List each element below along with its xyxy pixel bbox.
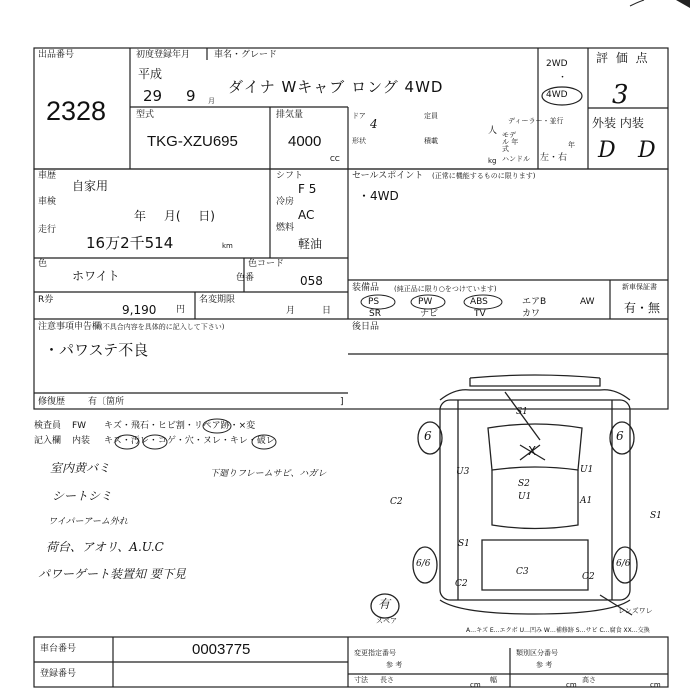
- diag-spare-mark: 有: [378, 597, 391, 611]
- color-code-label: 色コード: [248, 259, 285, 269]
- diag-s2: S2: [518, 479, 530, 489]
- int-grade: D: [638, 138, 656, 163]
- diag-c2-bottom: C2: [455, 579, 468, 589]
- model-year-label: モデル 年式: [502, 131, 519, 153]
- year-unit: 年: [568, 141, 575, 149]
- repair-value: 有〔箇所: [88, 397, 125, 407]
- reg-date-label: 初度登録年月: [136, 50, 191, 60]
- interior-label: 内装: [72, 436, 91, 446]
- handle-label: ハンドル: [502, 155, 530, 163]
- spec-label: 寸法: [354, 676, 368, 684]
- capacity-label: 定員: [424, 112, 438, 120]
- model-code: TKG-XZU695: [147, 133, 238, 150]
- warranty-label: 新車保証書: [622, 283, 657, 291]
- equip-leather: カワ: [522, 309, 541, 319]
- color-value: ホワイト: [72, 269, 120, 283]
- registration-limit-label: 名変期限: [199, 295, 236, 305]
- diag-tire-rl: 6/6: [416, 559, 431, 569]
- displacement-label: 排気量: [276, 110, 304, 120]
- warranty-value: 有・無: [624, 301, 661, 315]
- diag-a1: A1: [580, 496, 593, 506]
- handwritten-note-5: パワーゲート装置知 要下見: [38, 567, 186, 581]
- spec-ref: 参 考: [386, 661, 403, 669]
- diag-x: X: [528, 444, 537, 458]
- ac-value: AC: [298, 208, 315, 222]
- height-label: 高さ: [582, 676, 596, 684]
- fuel-label: 燃料: [276, 223, 295, 233]
- diag-s1-top: S1: [516, 407, 528, 417]
- shift-label: シフト: [276, 171, 304, 181]
- diag-lens-crack: レンズワレ: [618, 607, 653, 615]
- repair-close: ]: [340, 397, 344, 407]
- door-label: ドア: [352, 112, 366, 120]
- class-label: 類別区分番号: [516, 649, 558, 657]
- equip-abs: ABS: [470, 297, 488, 307]
- sales-label: セールスポイント: [352, 171, 424, 181]
- door-value: 4: [370, 117, 378, 131]
- equip-tv: TV: [474, 309, 486, 319]
- interior-items: キズ・汚レ・コゲ・穴・ヌレ・キレ・破レ: [104, 436, 275, 446]
- length-unit: cm: [470, 681, 481, 689]
- reg-limit-month: 月: [286, 306, 296, 316]
- equipment-note: (純正品に限り○をつけています): [394, 285, 497, 293]
- kg-unit: kg: [488, 157, 497, 165]
- lot-label: 出品番号: [38, 50, 75, 60]
- diag-tire-rr: 6/6: [616, 559, 631, 569]
- inspector-label2: 記入欄: [34, 436, 62, 446]
- exterior-label: FW: [72, 421, 87, 431]
- chassis-number: 0003775: [192, 641, 251, 658]
- shift-value: F 5: [298, 182, 317, 196]
- rear-label: 後日品: [352, 322, 380, 332]
- rating-label: 評 価 点: [596, 51, 650, 65]
- fuel-value: 軽油: [298, 237, 323, 251]
- diag-u3: U3: [456, 467, 470, 477]
- equipment-label: 装備品: [352, 283, 380, 293]
- handwritten-note-3: ワイパーアーム外れ: [48, 517, 128, 527]
- load-label: 積載: [424, 137, 438, 145]
- model-label: 型式: [136, 110, 155, 120]
- diag-s1-right: S1: [650, 511, 662, 521]
- handle-value: 左・右: [540, 153, 568, 163]
- handwritten-side-note: 下廻りフレームサビ、ハガレ: [210, 469, 327, 479]
- diag-u1-center: U1: [518, 492, 532, 502]
- equip-airbag: エアB: [522, 297, 547, 307]
- color-label: 色: [38, 259, 48, 269]
- sales-note: (正常に機能するものに限ります): [432, 172, 536, 180]
- handwritten-note-2: シートシミ: [52, 489, 113, 503]
- sales-point: ・4WD: [358, 189, 399, 203]
- diag-s1-left: S1: [458, 539, 470, 549]
- class-ref: 参 考: [536, 661, 553, 669]
- lot-number: 2328: [46, 96, 107, 126]
- displacement: 4000: [288, 133, 322, 150]
- notes-sub: (不具合内容を具体的に記入して下さい): [100, 323, 225, 331]
- recycle-label: R券: [38, 295, 54, 305]
- equip-pw: PW: [418, 297, 433, 307]
- reg-month: 9: [186, 87, 196, 105]
- mileage-label: 走行: [38, 225, 57, 235]
- reg-year: 29: [143, 87, 163, 105]
- notes-text: ・パワステ不良: [44, 341, 149, 359]
- equip-ps: PS: [368, 297, 380, 307]
- diag-c3: C3: [516, 567, 529, 577]
- car-name-label: 車名・グレード: [214, 50, 278, 60]
- car-name: ダイナ Wキャブ ロング 4WD: [228, 78, 444, 96]
- diag-c2-right: C2: [582, 572, 595, 582]
- dealer-label: ディーラー・並行: [508, 117, 564, 125]
- person-unit: 人: [488, 126, 498, 136]
- inspection-label: 車検: [38, 197, 57, 207]
- width-unit: cm: [566, 681, 577, 689]
- repair-label: 修復歴: [38, 397, 66, 407]
- mileage-value: 16万2千514: [86, 234, 174, 252]
- recycle-value: 9,190: [122, 303, 157, 317]
- rating-value: 3: [612, 80, 629, 110]
- chassis-label: 車台番号: [40, 644, 77, 654]
- diag-u1-right: U1: [580, 465, 594, 475]
- diag-tire-fr: 6: [616, 429, 624, 443]
- yen-unit: 円: [176, 305, 186, 315]
- cc-unit: CC: [330, 155, 340, 163]
- diag-legend: A…キズ E…エクボ U…凹み W…補修跡 S…サビ C…腐食 XX…交換: [466, 627, 650, 634]
- era: 平成: [138, 67, 163, 81]
- ext-grade: D: [598, 138, 616, 163]
- drive-2wd: 2WD: [546, 59, 568, 69]
- handwritten-note-4: 荷台、アオリ、A.U.C: [46, 540, 164, 554]
- exterior-items: キズ・飛石・ヒビ割・リペア跡・×変: [104, 421, 256, 431]
- km-unit: km: [222, 242, 233, 250]
- length-label: 長さ: [380, 676, 394, 684]
- car-diagram: [371, 375, 637, 618]
- inspector-label1: 検査員: [34, 421, 62, 431]
- height-unit: cm: [650, 681, 661, 689]
- notes-label: 注意事項申告欄: [38, 322, 102, 332]
- spec-note: 変更指定番号: [354, 649, 396, 657]
- inspection-value: 年 月( 日): [134, 209, 215, 223]
- equip-sr: SR: [369, 309, 381, 319]
- handwritten-note-1: 室内黄バミ: [50, 461, 111, 475]
- color-no-label: 色番: [236, 273, 255, 283]
- color-code-value: 058: [300, 274, 323, 288]
- diag-tire-fl: 6: [424, 429, 432, 443]
- month-unit: 月: [208, 97, 215, 105]
- drive-separator: ・: [558, 73, 568, 83]
- width-label: 幅: [490, 676, 497, 684]
- reg-limit-day: 日: [322, 306, 332, 316]
- history-value: 自家用: [72, 179, 109, 193]
- diag-spare-label: スペア: [376, 617, 397, 625]
- shape-label: 形状: [352, 137, 366, 145]
- reg-number-label: 登録番号: [40, 669, 77, 679]
- diag-c2-left: C2: [390, 497, 403, 507]
- ac-label: 冷房: [276, 197, 295, 207]
- drive-4wd: 4WD: [546, 90, 568, 100]
- ext-int-label: 外装 内装: [592, 116, 644, 130]
- history-label: 車歴: [38, 171, 57, 181]
- equip-navi: ナビ: [420, 309, 439, 319]
- equip-aw: AW: [580, 297, 595, 307]
